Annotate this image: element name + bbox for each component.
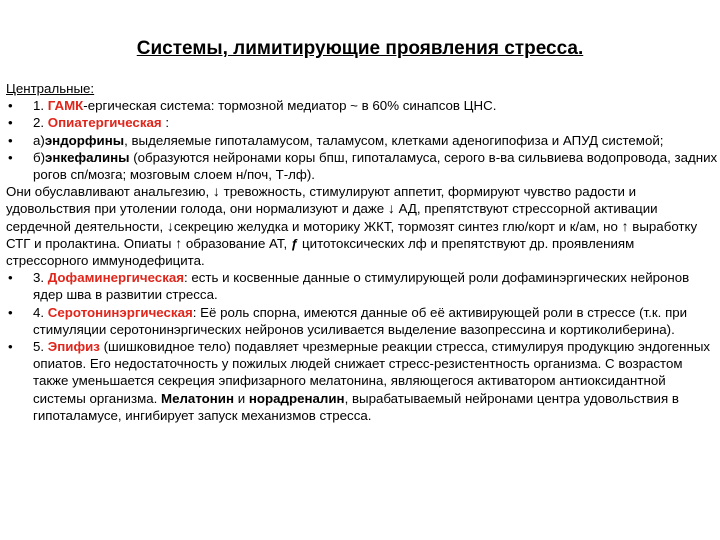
epiphysis-text: (шишковидное тело) подавляет чрезмерные реакции стресса, стимулируя продукцию эндогенных опиатов. Его недостаточность у пожилых людей снижает стресс-резистентность организма. С возрастом также уменьшается секреция эпифизарного мелатонина, являющегося активатором антиоксидантной системы организма. <box>33 339 711 406</box>
item-number: 5. <box>33 339 48 355</box>
serotonin-text: : Её роль спорна, имеются данные об её активирующей роли в стрессе (т.к. при стимуляции серотонинэргических нейронов усиливается выделение вазопрессина и кортиколиберина). <box>33 304 688 337</box>
paragraph-text: выработку СТГ и пролактина. Опиаты <box>6 218 698 251</box>
paragraph-text: цитотоксических лф и препятствуют др. проявлениям стрессорного иммунодефицита. <box>6 235 635 269</box>
item-number: 2. <box>33 115 48 131</box>
paragraph-text: Они обуславливают анальгезию, <box>6 184 213 200</box>
epiphysis-text-end: , вырабатываемый нейронами центра удовольствия в гипоталамусе, ингибирует запуск механизмов стресса. <box>33 390 679 423</box>
arrow-down-icon: ↓ <box>166 217 174 234</box>
dopamine-term: Дофаминергическая <box>47 270 184 286</box>
endorphins-text: , выделяемые гипоталамусом, таламусом, клетками аденогипофиза и АПУД системой; <box>124 132 664 148</box>
serotonin-term: Серотонинэргическая <box>47 304 193 320</box>
bullet: • <box>8 339 13 355</box>
central-heading: Центральные: <box>6 81 95 96</box>
arrow-down-icon: ↓ <box>387 200 395 217</box>
opiates-paragraph <box>6 183 718 269</box>
bullet: • <box>8 132 13 148</box>
page-title: Системы, лимитирующие проявления стресса. <box>136 38 584 59</box>
bullet: • <box>8 270 13 286</box>
arrow-up-icon: ↑ <box>621 217 629 234</box>
arrow-up-icon: ↑ <box>175 234 183 251</box>
paragraph-text: тревожность, стимулируют аппетит, формируют чувство радости и удовольствия при утолении голода, они нормализуют и даже <box>6 184 637 217</box>
item-number: 4. <box>33 304 48 320</box>
function-symbol-icon: ƒ <box>290 235 299 251</box>
melatonin-term: Мелатонин <box>161 390 235 406</box>
list-item-epiphysis <box>6 338 718 424</box>
paragraph-text: АД, препятствуют стрессорной активации сердечной деятельности, <box>6 201 658 234</box>
enkephalins-term: энкефалины <box>45 149 130 165</box>
opiate-text: : <box>161 115 170 131</box>
item-number: 1. <box>33 98 48 114</box>
paragraph-text: образование АТ, <box>182 235 291 251</box>
sub-letter: а) <box>33 132 45 148</box>
list-item-endorphins <box>6 132 718 149</box>
bullet: • <box>8 304 13 320</box>
list-item-serotonin <box>6 304 718 338</box>
list-item-opiate <box>6 114 718 131</box>
content-body <box>6 80 718 424</box>
dopamine-text: : есть и косвенные данные о стимулирующей роли дофаминэргических нейронов ядер шва в развитии стресса. <box>33 270 690 303</box>
epiphysis-term: Эпифиз <box>47 339 100 355</box>
enkephalins-text: (образуются нейронами коры бпш, гипоталамуса, серого в-ва сильвиева водопровода, задних рогов сп/мозга; мозговым слоем н/поч, Т-лф). <box>33 149 718 183</box>
gaba-text: -ергическая система: тормозной медиатор ~ в 60% синапсов ЦНС. <box>83 98 497 114</box>
bullet: • <box>8 115 13 131</box>
sub-letter: б) <box>33 149 46 165</box>
bullet: • <box>8 149 13 165</box>
arrow-down-icon: ↓ <box>212 183 220 200</box>
list-item-enkephalins <box>6 149 718 183</box>
item-number: 3. <box>33 270 48 286</box>
endorphins-term: эндорфины <box>44 132 125 148</box>
conjunction: и <box>234 390 249 406</box>
list-item-gaba <box>6 97 718 114</box>
bullet: • <box>8 98 13 114</box>
paragraph-text: секрецию желудка и моторику ЖКТ, тормозят синтез глю/корт и к/ам, но <box>173 218 622 234</box>
opiate-term: Опиатергическая <box>47 115 162 131</box>
noradrenaline-term: норадреналин <box>248 390 345 406</box>
gaba-term: ГАМК <box>47 98 84 114</box>
list-item-dopamine <box>6 269 718 303</box>
